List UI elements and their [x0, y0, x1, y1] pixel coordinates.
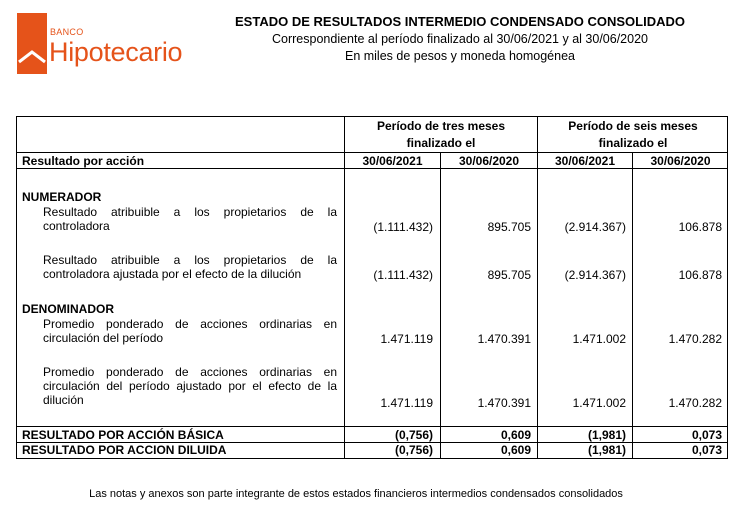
value-cell: (1.111.432): [373, 220, 433, 234]
footer-note-text: Las notas y anexos son parte integrante de estos estados financieros intermedios condensados consolidados: [89, 488, 623, 500]
value-cell: 0,073: [691, 443, 722, 457]
report-units: En miles de pesos y moneda homogénea: [344, 49, 575, 63]
value-cell: 106.878: [678, 220, 722, 234]
value-cell: 1.470.391: [477, 332, 531, 346]
value-cell: 895.705: [487, 220, 531, 234]
report-title: ESTADO DE RESULTADOS INTERMEDIO CONDENSADO CONSOLIDADO: [235, 14, 685, 29]
value-cell: (0,756): [394, 443, 433, 457]
value-cell: 1.471.119: [380, 332, 433, 346]
basic-result-label: RESULTADO POR ACCIÓN BÁSICA: [22, 428, 224, 442]
three-month-header: Período de tres meses: [376, 119, 506, 133]
value-cell: 1.470.391: [477, 396, 531, 410]
denominator-label: DENOMINADOR: [22, 302, 114, 316]
six-month-subheader: finalizado el: [598, 136, 668, 150]
house-logo-icon: [17, 13, 47, 74]
value-cell: (1,981): [587, 443, 626, 457]
value-cell: (1.111.432): [373, 268, 433, 282]
footer-note: [0, 488, 746, 500]
value-cell: 1.471.002: [572, 332, 626, 346]
six-month-header: Período de seis meses: [568, 119, 698, 133]
date-column-header: 30/06/2021: [362, 154, 423, 168]
value-cell: 1.470.282: [668, 332, 722, 346]
value-cell: 895.705: [487, 268, 531, 282]
logo-bank-text: BANCO: [50, 27, 84, 37]
numerator-row-desc: Resultado atribuible a los propietarios de la controladora: [43, 205, 337, 233]
date-column-header: 30/06/2020: [458, 154, 520, 168]
value-cell: 0,609: [500, 443, 531, 457]
diluted-result-label: RESULTADO POR ACCION DILUIDA: [22, 443, 227, 457]
value-cell: 1.471.119: [380, 396, 433, 410]
bank-logo: [17, 13, 182, 75]
value-cell: (2.914.367): [564, 268, 626, 282]
denominator-row-desc: Promedio ponderado de acciones ordinarias en circulación del período: [43, 317, 337, 345]
table-divider: [16, 168, 728, 169]
value-cell: (1,981): [587, 428, 626, 442]
value-cell: 106.878: [678, 268, 722, 282]
denominator-row-desc: Promedio ponderado de acciones ordinarias en circulación del período ajustado por el efecto de la dilución: [43, 365, 337, 407]
value-cell: 1.471.002: [572, 396, 626, 410]
value-cell: (0,756): [394, 428, 433, 442]
numerator-row-desc: Resultado atribuible a los propietarios de la controladora ajustada por el efecto de la dilución: [43, 253, 337, 281]
report-period: Correspondiente al período finalizado al 30/06/2021 y al 30/06/2020: [272, 32, 648, 46]
value-cell: 0,073: [691, 428, 722, 442]
value-cell: 1.470.282: [668, 396, 722, 410]
table-divider: [16, 426, 728, 427]
numerator-label: NUMERADOR: [22, 190, 102, 204]
logo-brand-text: Hipotecario: [49, 37, 183, 67]
table-divider: [440, 152, 441, 459]
value-cell: 0,609: [500, 428, 531, 442]
date-column-header: 30/06/2020: [650, 154, 711, 168]
date-column-header: 30/06/2021: [554, 154, 616, 168]
table-divider: [16, 152, 728, 153]
value-cell: (2.914.367): [564, 220, 626, 234]
row-header-label: Resultado por acción: [22, 154, 145, 168]
table-divider: [632, 152, 633, 459]
three-month-subheader: finalizado el: [406, 136, 476, 150]
